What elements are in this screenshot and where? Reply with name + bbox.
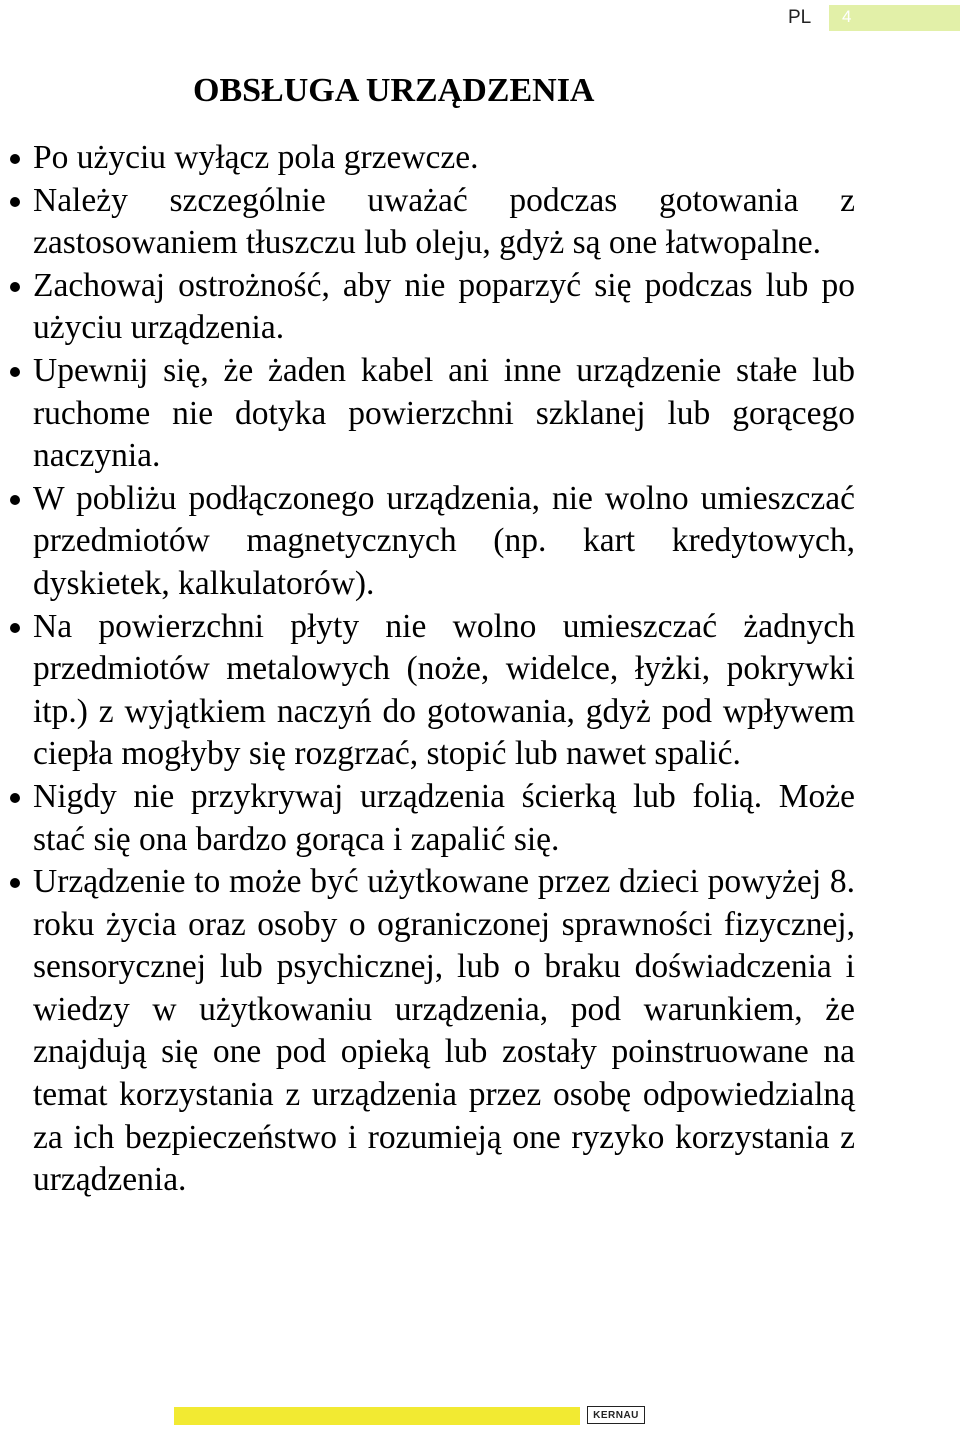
instruction-list [33, 137, 855, 1202]
list-item: Nigdy nie przykrywaj urządzenia ścierką lub folią. Może stać się ona bardzo gorąca i zapalić się. [33, 776, 855, 861]
footer-bar [174, 1407, 580, 1425]
list-item: W pobliżu podłączonego urządzenia, nie wolno umieszczać przedmiotów magnetycznych (np. kart kredytowych, dyskietek, kalkulatorów). [33, 478, 855, 606]
list-item: Zachowaj ostrożność, aby nie poparzyć się podczas lub po użyciu urządzenia. [33, 265, 855, 350]
list-item: Na powierzchni płyty nie wolno umieszczać żadnych przedmiotów metalowych (noże, widelce, łyżki, pokrywki itp.) z wyjątkiem naczyń do gotowania, gdyż pod wpływem ciepła mogłyby się rozgrzać, stopić lub nawet spalić. [33, 606, 855, 776]
list-item: Upewnij się, że żaden kabel ani inne urządzenie stałe lub ruchome nie dotyka powierzchni szklanej lub gorącego naczynia. [33, 350, 855, 478]
language-label: PL [788, 7, 812, 28]
section-title: OBSŁUGA URZĄDZENIA [193, 72, 595, 109]
brand-logo: KERNAU [587, 1406, 645, 1424]
list-item: Urządzenie to może być użytkowane przez dzieci powyżej 8. roku życia oraz osoby o ograniczonej sprawności fizycznej, sensorycznej lub psychicznej, lub o braku doświadczenia i wiedzy w użytkowaniu urządzenia, pod warunkiem, że znajdują się one pod opieką lub zostały poinstruowane na temat korzystania z urządzenia przez osobę odpowiedzialną za ich bezpieczeństwo i rozumieją one ryzyko korzystania z urządzenia. [33, 861, 855, 1202]
page-number: 4 [842, 7, 852, 26]
list-item: Po użyciu wyłącz pola grzewcze. [33, 137, 855, 180]
list-item: Należy szczególnie uważać podczas gotowania z zastosowaniem tłuszczu lub oleju, gdyż są one łatwopalne. [33, 180, 855, 265]
